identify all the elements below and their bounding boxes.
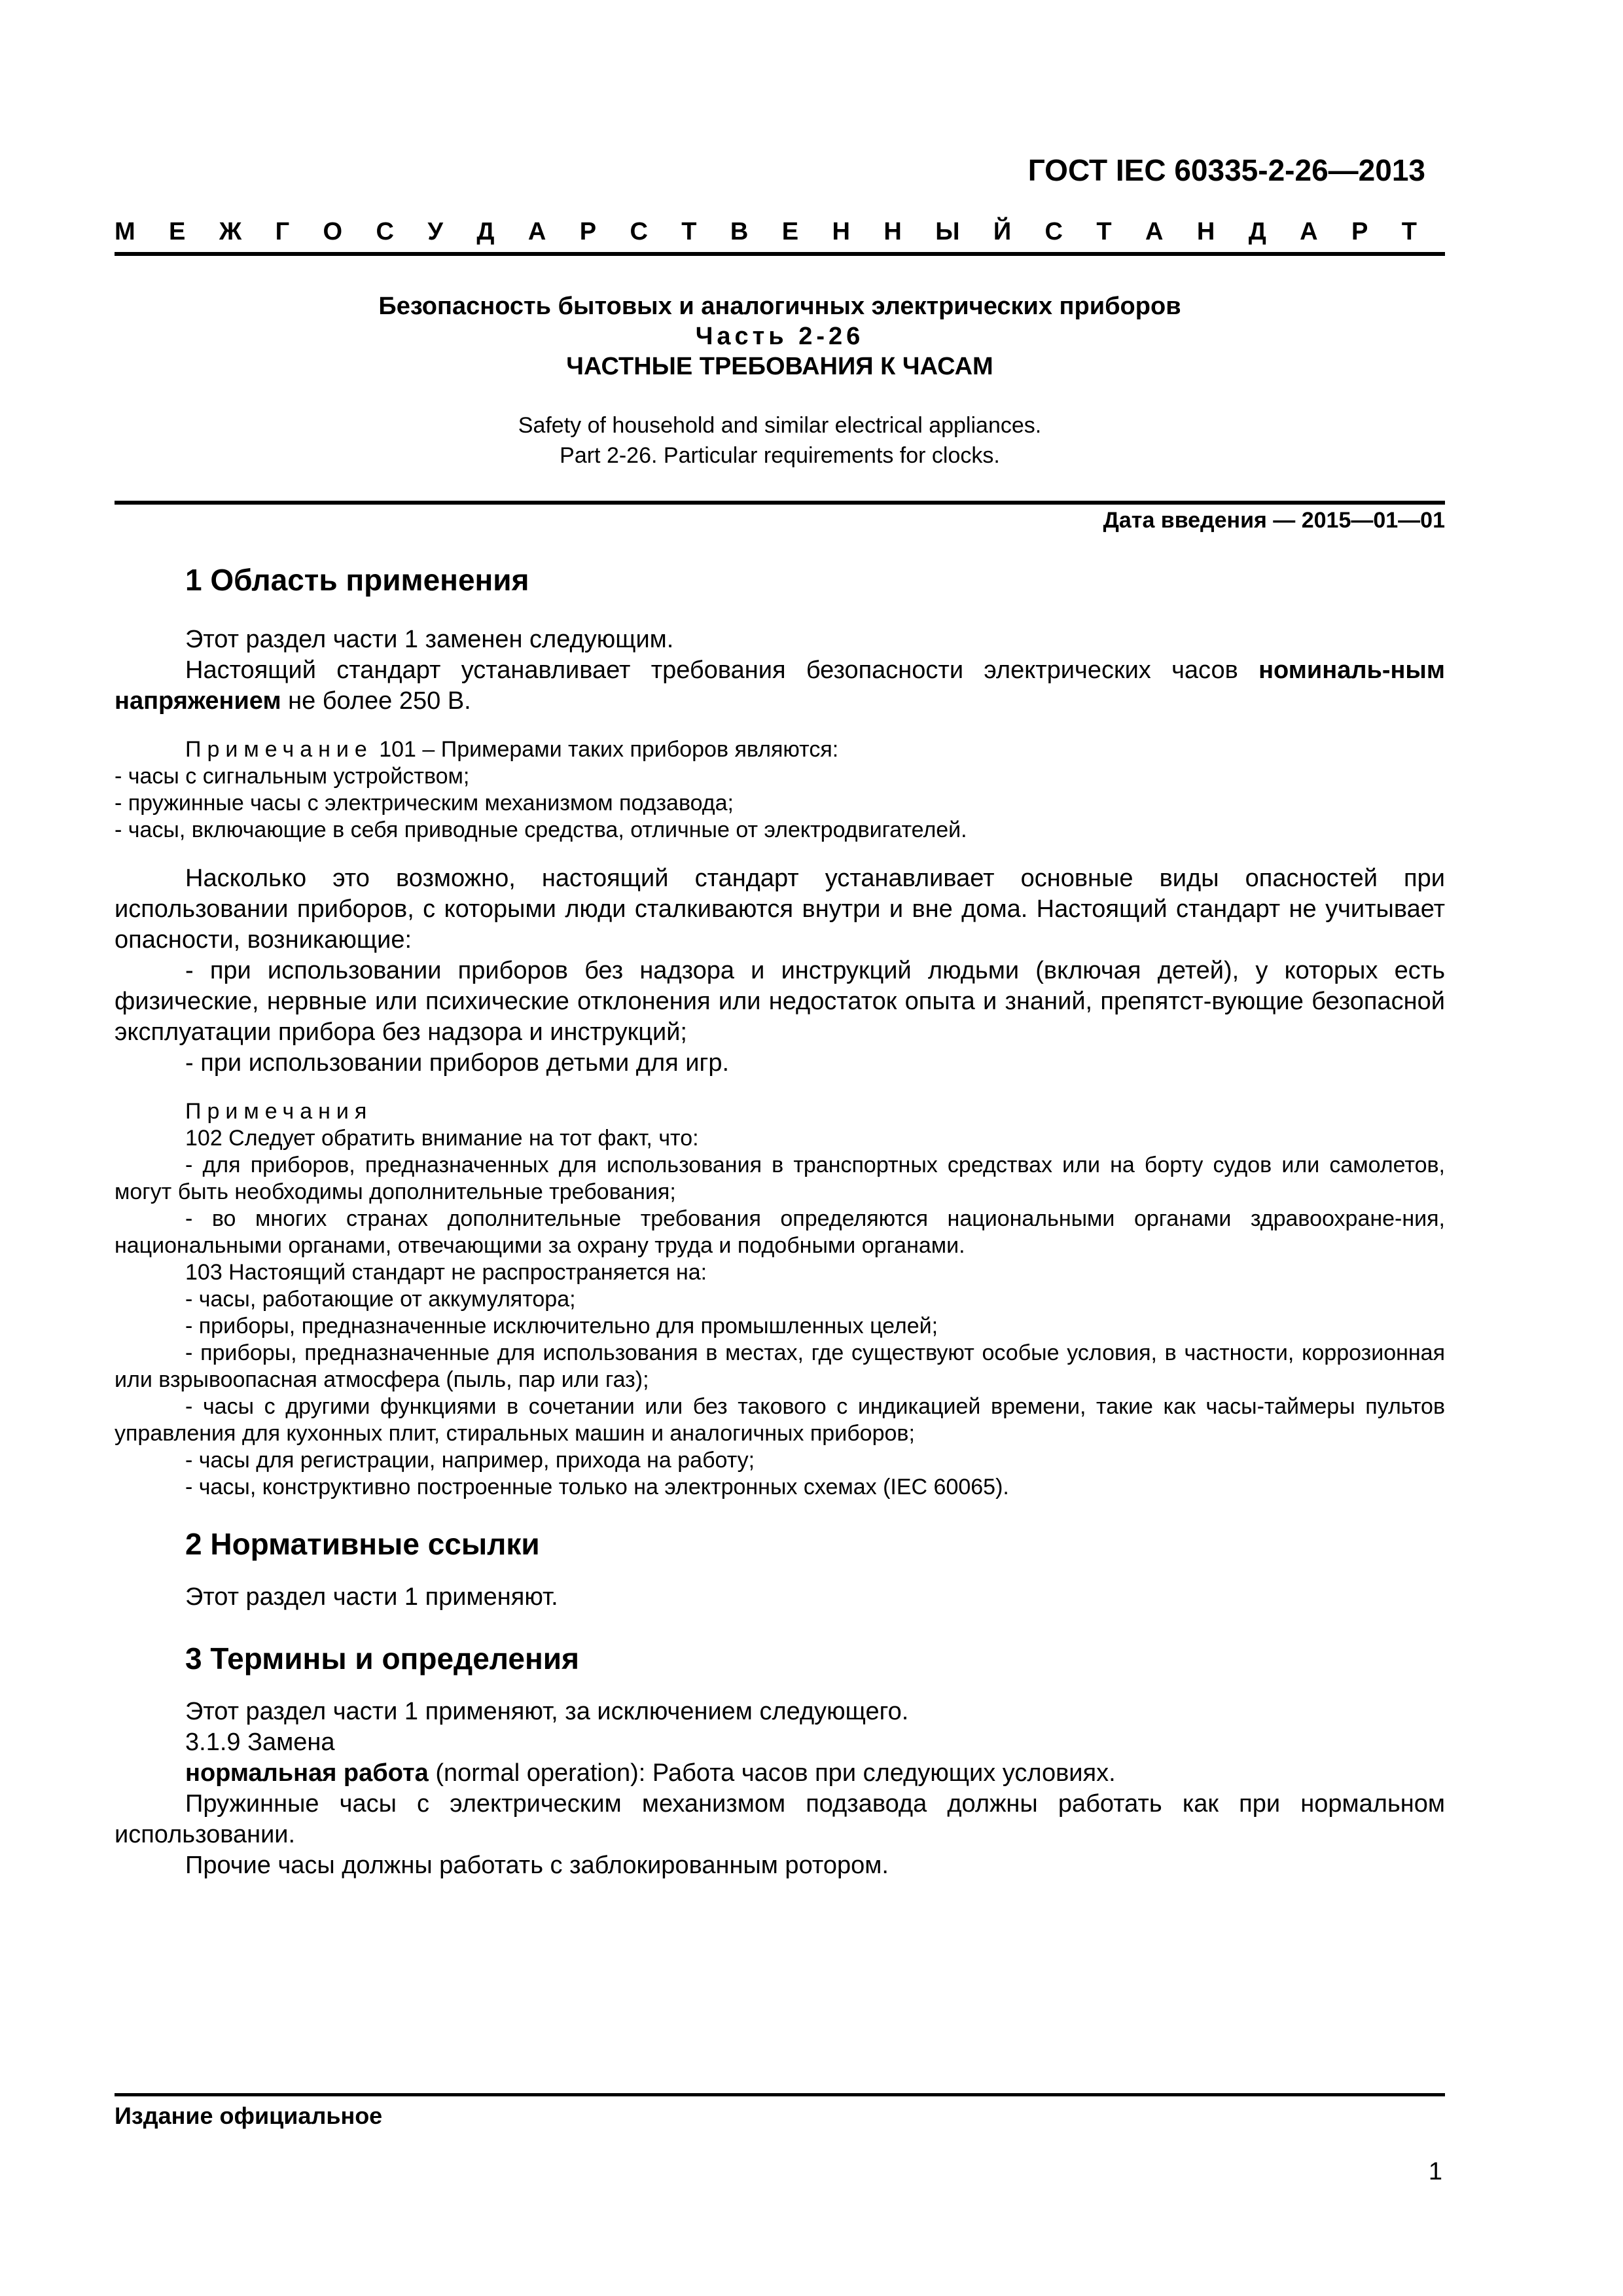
notes-label: Примечания	[185, 1099, 373, 1124]
note-item: - часы, конструктивно построенные только на электронных схемах (IEC 60065).	[185, 1475, 1009, 1499]
standard-designation: ГОСТ IEC 60335-2-26—2013	[1027, 153, 1425, 187]
page-number: 1	[1428, 2158, 1442, 2185]
text-span: (normal operation): Работа часов при следующих условиях.	[428, 1759, 1116, 1787]
header-rule	[115, 252, 1445, 256]
note-item: - приборы, предназначенные для использования в местах, где существуют особые условия, в частности, коррозионная или взрывоопасная атмосфера (пыль, пар или газ);	[115, 1340, 1445, 1392]
title-en-line2: Part 2-26. Particular requirements for clocks.	[560, 443, 1000, 468]
section1-paragraph: Насколько это возможно, настоящий стандарт устанавливает основные виды опасностей при использовании приборов, с которыми люди сталкиваются внутри и вне дома. Настоящий стандарт не учитывает опасности, возникающие:	[115, 865, 1445, 954]
section1-list-item: - при использовании приборов детьми для игр.	[185, 1049, 730, 1077]
bold-term: номиналь-ным напряжением	[115, 656, 1445, 715]
section1-list-item: - при использовании приборов без надзора и инструкций людьми (включая детей), у которых есть физические, нервные или психические отклонения или недостаток опыта и знаний, препятст-вующие безопасной эксплуатации прибора без надзора и инструкций;	[115, 957, 1445, 1046]
title-ru-line1: Безопасность бытовых и аналогичных электрических приборов	[378, 293, 1181, 320]
note-item: - часы для регистрации, например, прихода на работу;	[185, 1448, 755, 1473]
note-item: - во многих странах дополнительные требования определяются национальными органами здравоохране-ния, национальными органами, отвечающими за охрану труда и подобными органами.	[115, 1206, 1445, 1258]
official-edition-label: Издание официальное	[115, 2102, 383, 2129]
note-text: 101 – Примерами таких приборов являются:	[372, 737, 839, 762]
title-ru-line3: ЧАСТНЫЕ ТРЕБОВАНИЯ К ЧАСАМ	[566, 353, 993, 380]
note-102: 102 Следует обратить внимание на тот факт, что:	[185, 1126, 699, 1151]
footer-rule	[115, 2093, 1445, 2096]
title-ru-part: Часть 2-26	[695, 323, 865, 350]
section3-definition	[115, 1758, 1445, 1789]
section1-paragraph	[115, 655, 1445, 717]
section1-heading: 1 Область применения	[185, 563, 529, 597]
title-rule	[115, 501, 1445, 505]
note-item: - часы, включающие в себя приводные средства, отличные от электродвигателей.	[115, 817, 967, 842]
section2-heading: 2 Нормативные ссылки	[185, 1527, 540, 1561]
section3-clause: 3.1.9 Замена	[185, 1729, 335, 1756]
note-103: 103 Настоящий стандарт не распространяется на:	[185, 1260, 707, 1285]
note-item: - часы с сигнальным устройством;	[115, 764, 470, 789]
note-101	[115, 736, 1445, 763]
section3-paragraph: Пружинные часы с электрическим механизмом подзавода должны работать как при нормальном использовании.	[115, 1790, 1445, 1848]
note-item: - пружинные часы с электрическим механизмом подзавода;	[115, 791, 734, 816]
text-span: Настоящий стандарт устанавливает требования безопасности электрических часов	[185, 656, 1259, 684]
section3-paragraph: Прочие часы должны работать с заблокированным ротором.	[185, 1852, 889, 1879]
introduction-date: Дата введения — 2015—01—01	[1103, 508, 1445, 533]
note-item: - часы, работающие от аккумулятора;	[185, 1287, 576, 1312]
bold-term: нормальная работа	[185, 1759, 429, 1787]
note-item: - приборы, предназначенные исключительно для промышленных целей;	[185, 1314, 938, 1338]
note-label: Примечание	[185, 737, 373, 762]
title-block	[115, 291, 1445, 471]
note-item: - часы с другими функциями в сочетании или без такового с индикацией времени, такие как часы-таймеры пультов управления для кухонных плит, стиральных машин и аналогичных приборов;	[115, 1394, 1445, 1446]
text-span: не более 250 В.	[281, 687, 471, 715]
section3-paragraph: Этот раздел части 1 применяют, за исключением следующего.	[185, 1698, 909, 1725]
section3-heading: 3 Термины и определения	[185, 1641, 579, 1676]
document-body	[115, 562, 1445, 1881]
interstate-standard-label: М Е Ж Г О С У Д А Р С Т В Е Н Н Ы Й С Т А Н Д А Р Т	[115, 218, 1417, 245]
section1-paragraph: Этот раздел части 1 заменен следующим.	[185, 626, 674, 653]
note-item: - для приборов, предназначенных для использования в транспортных средствах или на борту судов или самолетов, могут быть необходимы дополнительные требования;	[115, 1153, 1445, 1204]
section2-paragraph: Этот раздел части 1 применяют.	[185, 1583, 558, 1611]
title-en-line1: Safety of household and similar electrical appliances.	[518, 413, 1042, 438]
